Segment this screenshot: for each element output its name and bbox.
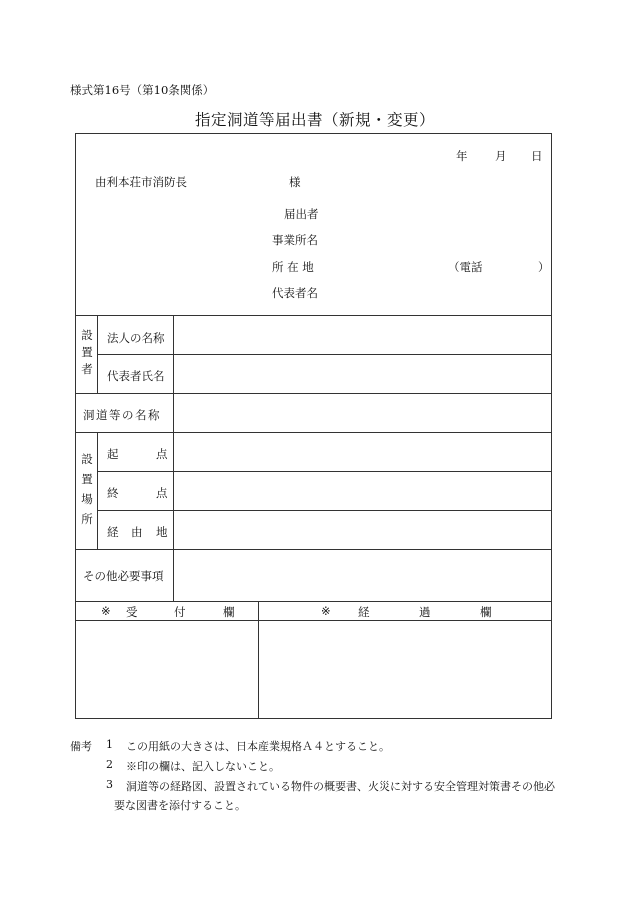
rule-header-bottom [76, 315, 552, 316]
corp-name-label: 法人の名称 [107, 331, 165, 345]
date-month: 月 [495, 149, 507, 163]
date-year: 年 [456, 149, 468, 163]
representative-label: 代表者名 [272, 286, 318, 300]
recipient-name: 由利本荘市消防長 [95, 175, 187, 189]
note-3-text-cont: 要な図書を添付すること。 [114, 799, 246, 812]
rep-name-label: 代表者氏名 [107, 369, 165, 383]
form-number: 様式第16号（第10条関係） [70, 83, 215, 97]
recipient-honorific: 様 [289, 175, 301, 189]
rule-installer-bottom [76, 393, 552, 394]
reception-char-1: 受 [126, 605, 138, 619]
rule-loc-1 [97, 471, 552, 472]
rule-loc-bottom [76, 549, 552, 550]
progress-char-2: 過 [419, 605, 431, 619]
end-label-b: 点 [156, 486, 168, 500]
via-label-c: 地 [156, 525, 168, 539]
note-2-text: ※印の欄は、記入しないこと。 [126, 760, 280, 773]
rule-other-bottom [76, 601, 552, 602]
rule-reception-header [76, 620, 552, 621]
start-label-a: 起 [107, 447, 119, 461]
phone-close: ） [538, 260, 550, 274]
start-label-b: 点 [156, 447, 168, 461]
address-label: 所 在 地 [272, 260, 314, 274]
installer-group-label: 設 置 者 [81, 328, 93, 376]
vrule-label-col [173, 315, 174, 601]
note-2-num: 2 [106, 758, 113, 771]
via-label-a: 経 [107, 525, 119, 539]
end-label-a: 終 [107, 486, 119, 500]
vrule-location-group [97, 432, 98, 549]
rule-installer-mid [97, 354, 552, 355]
location-group-label: 設 置 場 所 [81, 452, 93, 526]
progress-mark: ※ [321, 604, 331, 618]
applicant-header: 届出者 [284, 207, 319, 221]
other-label: その他必要事項 [83, 569, 164, 583]
rule-loc-2 [97, 510, 552, 511]
rule-name-bottom [76, 432, 552, 433]
note-1-num: 1 [106, 738, 113, 751]
note-3-num: 3 [106, 778, 113, 791]
progress-char-3: 欄 [480, 605, 492, 619]
vrule-reception-split [258, 601, 259, 719]
reception-char-2: 付 [174, 605, 186, 619]
reception-char-3: 欄 [223, 605, 235, 619]
date-day: 日 [531, 149, 543, 163]
phone-label: （電話 [448, 260, 483, 274]
document-title: 指定洞道等届出書（新規・変更） [194, 111, 435, 129]
form-table [75, 133, 552, 719]
reception-mark: ※ [101, 604, 111, 618]
business-name-label: 事業所名 [272, 233, 318, 247]
note-1-text: この用紙の大きさは、日本産業規格Ａ４とすること。 [126, 740, 390, 753]
progress-char-1: 経 [358, 605, 370, 619]
vrule-installer-group [97, 315, 98, 393]
note-3-text: 洞道等の経路図、設置されている物件の概要書、火災に対する安全管理対策書その他必 [126, 780, 555, 793]
tunnel-name-label: 洞道等の名称 [83, 408, 161, 422]
via-label-b: 由 [131, 525, 143, 539]
notes-label: 備考 [70, 740, 92, 753]
